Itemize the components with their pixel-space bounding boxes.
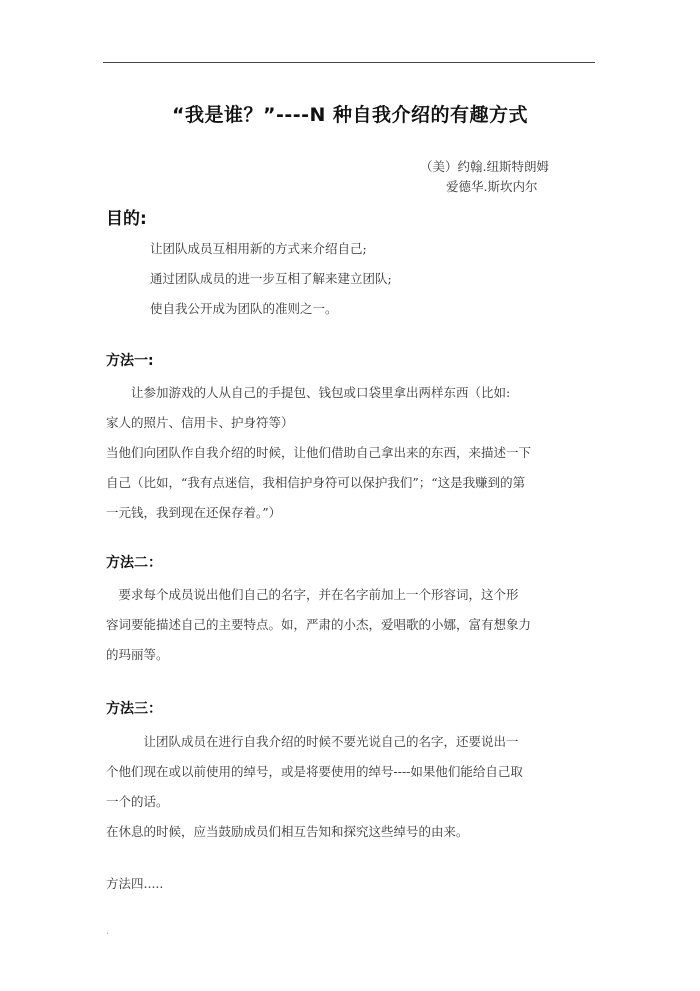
text-line: 个他们现在或以前使用的绰号，或是将要使用的绰号----如果他们能给自己取 (106, 764, 523, 779)
text-line: 在休息的时候，应当鼓励成员们相互告知和探究这些绰号的由来。 (106, 824, 469, 839)
method-2-heading: 方法二： (106, 555, 162, 571)
purpose-item: 使自我公开成为团队的准则之一。 (150, 301, 338, 316)
text-line: 一元钱，我到现在还保存着。”） (106, 505, 282, 520)
document-title: “我是谁？”----N 种自我介绍的有趣方式 (171, 104, 529, 126)
method-3-body (106, 727, 592, 847)
purpose-list (150, 234, 392, 324)
text-line: 让团队成员在进行自我介绍的时候不要光说自己的名字，还要说出一 (106, 734, 519, 749)
text-line: 一个的话。 (106, 794, 169, 809)
footer-mark: . (106, 926, 110, 937)
header-rule (103, 62, 595, 63)
author-2: 爱德华.斯坎内尔 (446, 179, 538, 194)
authors-block (420, 157, 549, 197)
text-line: 让参加游戏的人从自己的手提包、钱包或口袋里拿出两样东西（比如: (106, 385, 511, 400)
method-1-heading: 方法一: (106, 353, 154, 369)
purpose-heading: 目的: (106, 209, 147, 229)
method-3-heading: 方法三： (106, 701, 162, 717)
method-1-body (106, 378, 592, 528)
method-2-body (106, 580, 592, 670)
text-line: 容词要能描述自己的主要特点。如，严肃的小杰，爱唱歌的小娜，富有想象力 (106, 617, 532, 632)
purpose-item: 让团队成员互相用新的方式来介绍自己; (150, 241, 367, 256)
text-line: 家人的照片、信用卡、护身符等） (106, 415, 294, 430)
purpose-item: 通过团队成员的进一步互相了解来建立团队; (150, 271, 392, 286)
text-line: 当他们向团队作自我介绍的时候，让他们借助自己拿出来的东西，来描述一下 (106, 445, 532, 460)
text-line: 的玛丽等。 (106, 647, 169, 662)
author-1: （美）约翰.纽斯特朗姆 (420, 159, 549, 174)
method-4-text: 方法四..... (106, 876, 164, 891)
text-line: 自己（比如，“我有点迷信，我相信护身符可以保护我们”；“这是我赚到的第 (106, 475, 526, 490)
text-line: 要求每个成员说出他们自己的名字，并在名字前加上一个形容词，这个形 (106, 587, 519, 602)
